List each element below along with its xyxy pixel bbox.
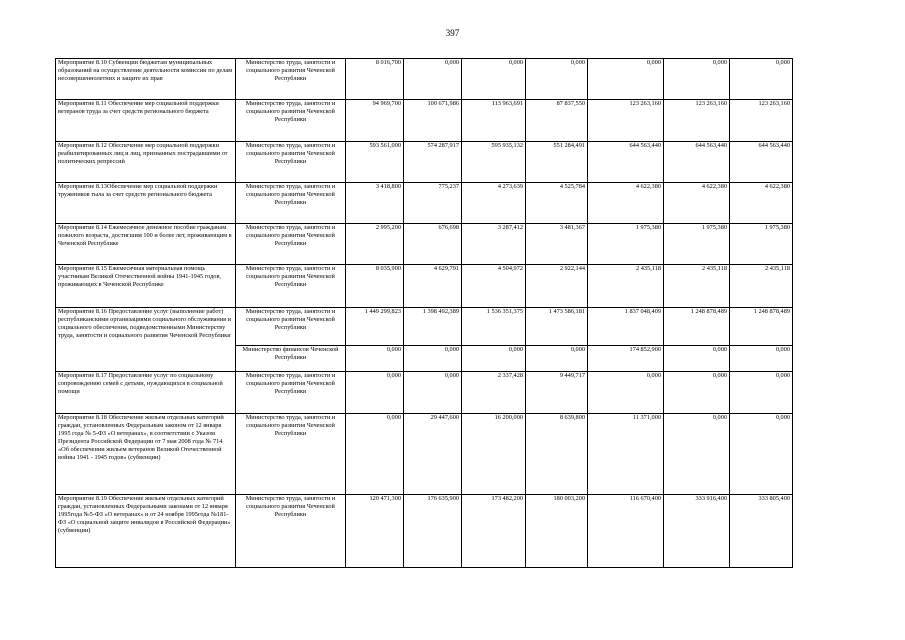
value-cell: 113 963,691 bbox=[462, 100, 526, 142]
value-cell: 3 418,800 bbox=[346, 183, 404, 224]
value-cell: 574 287,917 bbox=[404, 142, 462, 183]
table-row bbox=[56, 414, 793, 495]
measure-cell: Мероприятие 8.10 Субвенции бюджетам муниципальных образований на осуществление деятельности комиссии по делам несовершеннолетних и защите их прав bbox=[56, 59, 236, 100]
value-cell: 100 671,986 bbox=[404, 100, 462, 142]
executor-cell: Министерство труда, занятости и социального развития Чеченской Республики bbox=[236, 224, 346, 265]
executor-cell: Министерство труда, занятости и социального развития Чеченской Республики bbox=[236, 308, 346, 346]
executor-cell: Министерство труда, занятости и социального развития Чеченской Республики bbox=[236, 495, 346, 568]
value-cell: 4 525,784 bbox=[526, 183, 588, 224]
executor-cell: Министерство труда, занятости и социального развития Чеченской Республики bbox=[236, 142, 346, 183]
value-cell: 3 481,367 bbox=[526, 224, 588, 265]
value-cell: 0,000 bbox=[664, 346, 730, 372]
value-cell: 4 622,380 bbox=[730, 183, 793, 224]
value-cell: 9 449,717 bbox=[526, 372, 588, 414]
value-cell: 2 435,118 bbox=[664, 265, 730, 308]
measure-cell: Мероприятие 8.11 Обеспечение мер социальной поддержки ветеранов труда за счет средств регионального бюджета bbox=[56, 100, 236, 142]
table-row bbox=[56, 495, 793, 568]
value-cell: 0,000 bbox=[588, 59, 664, 100]
value-cell: 2 337,428 bbox=[462, 372, 526, 414]
value-cell: 123 263,160 bbox=[588, 100, 664, 142]
measure-cell: Мероприятие 8.16 Предоставление услуг (выполнение работ) республиканскими организациями социального обслуживания и социального обеспечения, подведомственными Министерству труда, занятости и социального развития Чеченской Республики bbox=[56, 308, 236, 372]
value-cell: 87 837,550 bbox=[526, 100, 588, 142]
value-cell: 0,000 bbox=[462, 346, 526, 372]
measure-cell: Мероприятие 8.18 Обеспечение жильем отдельных категорий граждан, установленных Федеральным законом от 12 января 1995 года № 5-ФЗ «О ветеранах», в соответствии с Указом Президента Российской Федерации от 7 мая 2008 года № 714 «Об обеспечении жильем ветеранов Великой Отечественной войны 1941 - 1945 годов» (субвенции) bbox=[56, 414, 236, 495]
value-cell: 0,000 bbox=[664, 59, 730, 100]
value-cell: 0,000 bbox=[462, 59, 526, 100]
value-cell: 1 398 492,389 bbox=[404, 308, 462, 346]
value-cell: 123 263,160 bbox=[730, 100, 793, 142]
value-cell: 0,000 bbox=[730, 372, 793, 414]
value-cell: 8 639,800 bbox=[526, 414, 588, 495]
value-cell: 0,000 bbox=[730, 346, 793, 372]
value-cell: 1 473 586,181 bbox=[526, 308, 588, 346]
executor-cell: Министерство труда, занятости и социального развития Чеченской Республики bbox=[236, 100, 346, 142]
measure-cell: Мероприятие 8.13Обеспечение мер социальной поддержки тружеников тыла за счет средств регионального бюджета bbox=[56, 183, 236, 224]
value-cell: 1 975,380 bbox=[664, 224, 730, 265]
value-cell: 0,000 bbox=[730, 59, 793, 100]
value-cell: 120 471,300 bbox=[346, 495, 404, 568]
value-cell: 551 284,491 bbox=[526, 142, 588, 183]
value-cell: 29 447,600 bbox=[404, 414, 462, 495]
table-row bbox=[56, 265, 793, 308]
value-cell: 2 922,144 bbox=[526, 265, 588, 308]
value-cell: 4 273,639 bbox=[462, 183, 526, 224]
value-cell: 11 371,000 bbox=[588, 414, 664, 495]
executor-cell: Министерство труда, занятости и социального развития Чеченской Республики bbox=[236, 372, 346, 414]
value-cell: 1 536 351,375 bbox=[462, 308, 526, 346]
value-cell: 1 449 299,823 bbox=[346, 308, 404, 346]
value-cell: 2 435,118 bbox=[730, 265, 793, 308]
value-cell: 1 248 878,489 bbox=[730, 308, 793, 346]
value-cell: 0,000 bbox=[404, 372, 462, 414]
measure-cell: Мероприятие 8.17 Предоставление услуг по социальному сопровождению семей с детьми, нуждающихся в социальной помощи bbox=[56, 372, 236, 414]
page-number: 397 bbox=[445, 28, 460, 38]
executor-cell: Министерство труда, занятости и социального развития Чеченской Республики bbox=[236, 183, 346, 224]
value-cell: 0,000 bbox=[346, 372, 404, 414]
value-cell: 333 805,400 bbox=[730, 495, 793, 568]
value-cell: 0,000 bbox=[526, 346, 588, 372]
value-cell: 2 995,200 bbox=[346, 224, 404, 265]
executor-cell: Министерство финансов Чеченской Республики bbox=[236, 346, 346, 372]
value-cell: 1 837 048,409 bbox=[588, 308, 664, 346]
table-row bbox=[56, 59, 793, 100]
value-cell: 123 263,160 bbox=[664, 100, 730, 142]
value-cell: 174 852,900 bbox=[588, 346, 664, 372]
value-cell: 1 248 878,489 bbox=[664, 308, 730, 346]
value-cell: 0,000 bbox=[346, 346, 404, 372]
value-cell: 173 482,200 bbox=[462, 495, 526, 568]
value-cell: 644 563,440 bbox=[664, 142, 730, 183]
executor-cell: Министерство труда, занятости и социального развития Чеченской Республики bbox=[236, 414, 346, 495]
value-cell: 0,000 bbox=[664, 372, 730, 414]
table-row bbox=[56, 224, 793, 265]
value-cell: 1 975,380 bbox=[588, 224, 664, 265]
executor-cell: Министерство труда, занятости и социального развития Чеченской Республики bbox=[236, 59, 346, 100]
measure-cell: Мероприятие 8.19 Обеспечение жильем отдельных категорий граждан, установленных Федеральными законами от 12 января 1995года №5-ФЗ «О ветеранах» и от 24 ноября 1995года №181-ФЗ «О социальной защите инвалидов в Российской Федерации» (субвенции) bbox=[56, 495, 236, 568]
value-cell: 0,000 bbox=[730, 414, 793, 495]
table-row bbox=[56, 100, 793, 142]
value-cell: 644 563,440 bbox=[588, 142, 664, 183]
value-cell: 4 504,972 bbox=[462, 265, 526, 308]
value-cell: 4 622,380 bbox=[588, 183, 664, 224]
measure-cell: Мероприятие 8.15 Ежемесячная материальная помощь участникам Великой Отечественной войны 1941-1945 годов, проживающих в Чеченской Республике bbox=[56, 265, 236, 308]
value-cell: 2 435,118 bbox=[588, 265, 664, 308]
budget-table bbox=[55, 58, 793, 568]
value-cell: 593 561,000 bbox=[346, 142, 404, 183]
value-cell: 644 563,440 bbox=[730, 142, 793, 183]
table-row bbox=[56, 142, 793, 183]
value-cell: 3 287,412 bbox=[462, 224, 526, 265]
value-cell: 116 670,400 bbox=[588, 495, 664, 568]
value-cell: 16 200,000 bbox=[462, 414, 526, 495]
measure-cell: Мероприятие 8.14 Ежемесячное денежное пособие гражданам пожилого возраста, достигшим 100 и более лет, проживающим в Чеченской Республике bbox=[56, 224, 236, 265]
table-row bbox=[56, 372, 793, 414]
value-cell: 676,698 bbox=[404, 224, 462, 265]
value-cell: 0,000 bbox=[588, 372, 664, 414]
value-cell: 0,000 bbox=[526, 59, 588, 100]
value-cell: 8 016,700 bbox=[346, 59, 404, 100]
value-cell: 8 035,900 bbox=[346, 265, 404, 308]
value-cell: 0,000 bbox=[404, 346, 462, 372]
table-row bbox=[56, 183, 793, 224]
measure-cell: Мероприятие 8.12 Обеспечение мер социальной поддержки реабилитированных лиц и лиц, признанных пострадавшими от политических репрессий bbox=[56, 142, 236, 183]
value-cell: 1 975,380 bbox=[730, 224, 793, 265]
value-cell: 775,237 bbox=[404, 183, 462, 224]
table-row bbox=[56, 308, 793, 346]
executor-cell: Министерство труда, занятости и социального развития Чеченской Республики bbox=[236, 265, 346, 308]
value-cell: 176 635,900 bbox=[404, 495, 462, 568]
value-cell: 180 003,200 bbox=[526, 495, 588, 568]
value-cell: 0,000 bbox=[664, 414, 730, 495]
value-cell: 595 935,132 bbox=[462, 142, 526, 183]
value-cell: 0,000 bbox=[346, 414, 404, 495]
value-cell: 94 969,700 bbox=[346, 100, 404, 142]
value-cell: 0,000 bbox=[404, 59, 462, 100]
value-cell: 4 629,791 bbox=[404, 265, 462, 308]
value-cell: 4 622,380 bbox=[664, 183, 730, 224]
value-cell: 333 916,400 bbox=[664, 495, 730, 568]
